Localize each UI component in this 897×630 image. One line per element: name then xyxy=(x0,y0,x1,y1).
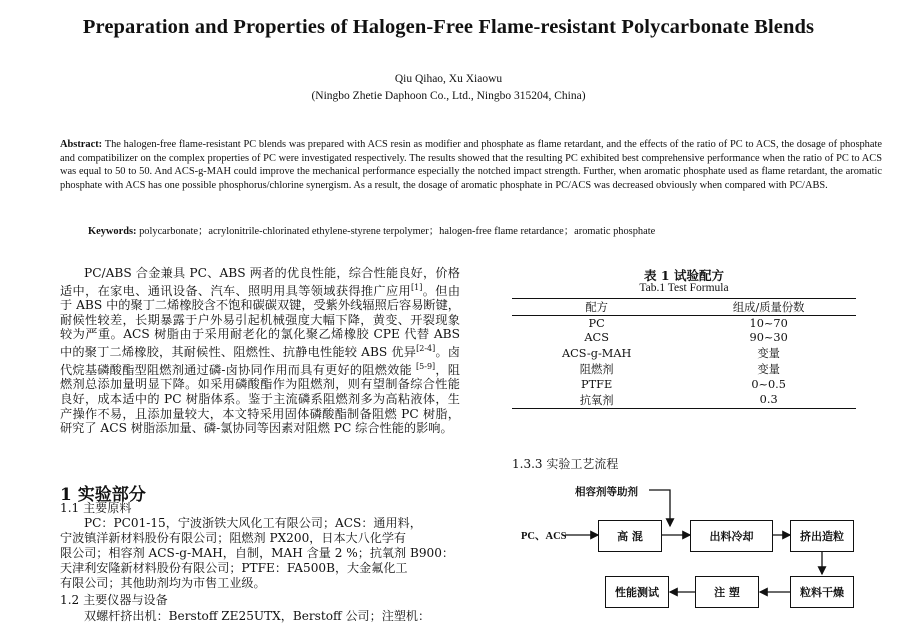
table-cell: PC xyxy=(588,316,605,330)
section-heading: 1 实验部分 xyxy=(60,485,146,505)
flow-step-high-mix: 高 混 xyxy=(598,520,662,552)
formula-table xyxy=(512,298,856,409)
subsection-heading: 1.1 主要原料 xyxy=(60,501,132,515)
materials-line: 限公司；相容剂 ACS-g-MAH，自制，MAH 含量 2 %；抗氧剂 B900： xyxy=(60,546,455,560)
materials-line: 宁波镇洋新材料股份有限公司；阻燃剂 PX200，日本大八化学有 xyxy=(60,531,407,545)
keywords xyxy=(88,222,888,237)
table-cell: 阻燃剂 xyxy=(579,363,614,377)
table-title-en: Tab.1 Test Formula xyxy=(639,282,729,294)
citation-ref: [5-9] xyxy=(416,361,436,371)
flow-compatibilizer-label: 相容剂等助剂 xyxy=(575,486,638,498)
table-row xyxy=(512,361,856,377)
flow-step-discharge-cool: 出料冷却 xyxy=(690,520,773,552)
intro-text-3: 。卤代烷基磷酸酯型阻燃剂通过磷-卤协同作用而具有更好的阻燃效能 xyxy=(60,345,461,377)
table-cell: 抗氧剂 xyxy=(512,392,681,409)
citation-ref: [1] xyxy=(411,282,423,292)
table-row xyxy=(512,331,856,346)
table-cell: 变量 xyxy=(757,363,780,377)
keywords-label: Keywords: xyxy=(88,226,137,237)
subsection-heading: 1.3.3 实验工艺流程 xyxy=(512,457,619,471)
flow-input-label: PC、ACS xyxy=(521,531,567,542)
table-row xyxy=(512,377,856,392)
table-cell: ACS-g-MAH xyxy=(561,346,632,360)
authors: Qiu Qihao, Xu Xiaowu xyxy=(394,73,503,85)
table-cell: 0~0.5 xyxy=(751,377,786,391)
flow-step-performance-test: 性能测试 xyxy=(605,576,669,608)
materials-line: 天津利安隆新材料股份有限公司；PTFE：FA500B，大金氟化工 xyxy=(60,561,408,575)
abstract-text: The halogen-free flame-resistant PC blends was prepared with ACS resin as modifier and phosphate as flame retardant, and the effects of the ratio of PC to ACS, the dosage of phosphate and compatibilizer on the complex properties of PC were investigated respectively. The results showed that the resulting PC exhibited best comprehensive performance when the ratio of PC to ACS was equal to 50 to 50. And ACS-g-MAH could improve the mechanical performance especially the notched impact strength. Further, when aromatic phosphate used as flame retardant, the aromatic phosphate with ACS has one possible phosphorus/chlorine synergism. As a result, the dosage of aromatic phosphate in PC/ACS was decreased obviously when compared with PC/ABS. xyxy=(60,139,882,191)
subsection-heading: 1.2 主要仪器与设备 xyxy=(60,593,168,607)
table-row xyxy=(512,345,856,361)
intro-text-4: ，阻燃剂总添加量明显下降。如采用磷酸酯作为阻燃剂，则有望制备综合性能良好，成本适中的 PC 树脂体系。鉴于主流磷系阻燃剂多为高粘液体，生产操作不易，且添加量较大，本文特采用固体磷酸酯制备阻燃 PC 树脂，研究了 ACS 树脂添加量、磷-氯协同等因素对阻燃 PC 综合性能的影响。 xyxy=(60,362,460,436)
abstract-label: Abstract: xyxy=(60,139,103,150)
table-header-row xyxy=(512,299,856,316)
materials-line: 有限公司；其他助剂均为市售工业级。 xyxy=(60,576,266,590)
table-cell: 变量 xyxy=(757,347,780,361)
affiliation: (Ningbo Zhetie Daphoon Co., Ltd., Ningbo 315204, China) xyxy=(311,90,586,102)
table-row xyxy=(512,392,856,409)
intro-paragraph xyxy=(60,266,460,436)
citation-ref: [2-4] xyxy=(416,344,436,354)
flow-step-injection: 注 塑 xyxy=(695,576,759,608)
table-header: 组成/质量份数 xyxy=(681,299,856,316)
table-cell: ACS xyxy=(584,331,609,345)
table-cell: PTFE xyxy=(581,377,613,391)
abstract xyxy=(60,138,882,192)
intro-text-2: 。但由于 ABS 中的聚丁二烯橡胶含不饱和碳碳双键，受紫外线辐照后容易断键，耐候性较差，长期暴露于户外易引起机械强度大幅下降，黄变、开裂现象较为严重。ACS 树脂由于采用耐老化的氯化聚乙烯橡胶 CPE 代替 ABS 中的聚丁二烯橡胶，其耐候性、阻燃性、抗静电性能较 ABS 优异 xyxy=(60,283,461,360)
table-cell: 10~70 xyxy=(749,316,788,330)
table-cell: 0.3 xyxy=(681,392,856,409)
table-header: 配方 xyxy=(512,299,681,316)
intro-text-1: PC/ABS 合金兼具 PC、ABS 两者的优良性能，综合性能良好，价格适中，在家电、通讯设备、汽车、照明用具等领域获得推广应用 xyxy=(60,266,460,298)
flow-step-extrude-pelletize: 挤出造粒 xyxy=(790,520,854,552)
materials-line: PC：PC01-15，宁波浙铁大风化工有限公司；ACS：通用料， xyxy=(84,516,422,530)
table-cell: 90~30 xyxy=(749,331,788,345)
equipment-line: 双螺杆挤出机：Berstoff ZE25UTX，Berstoff 公司；注塑机： xyxy=(84,609,431,623)
table-row xyxy=(512,316,856,331)
flow-step-pellet-dry: 粒料干燥 xyxy=(790,576,854,608)
paper-title: Preparation and Properties of Halogen-Free Flame-resistant Polycarbonate Blends xyxy=(82,16,815,38)
table-title: 表 1 试验配方 xyxy=(644,268,724,283)
keywords-text: polycarbonate；acrylonitrile-chlorinated ethylene-styrene terpolymer；halogen-free flame retardance；aromatic phosphate xyxy=(139,226,656,237)
